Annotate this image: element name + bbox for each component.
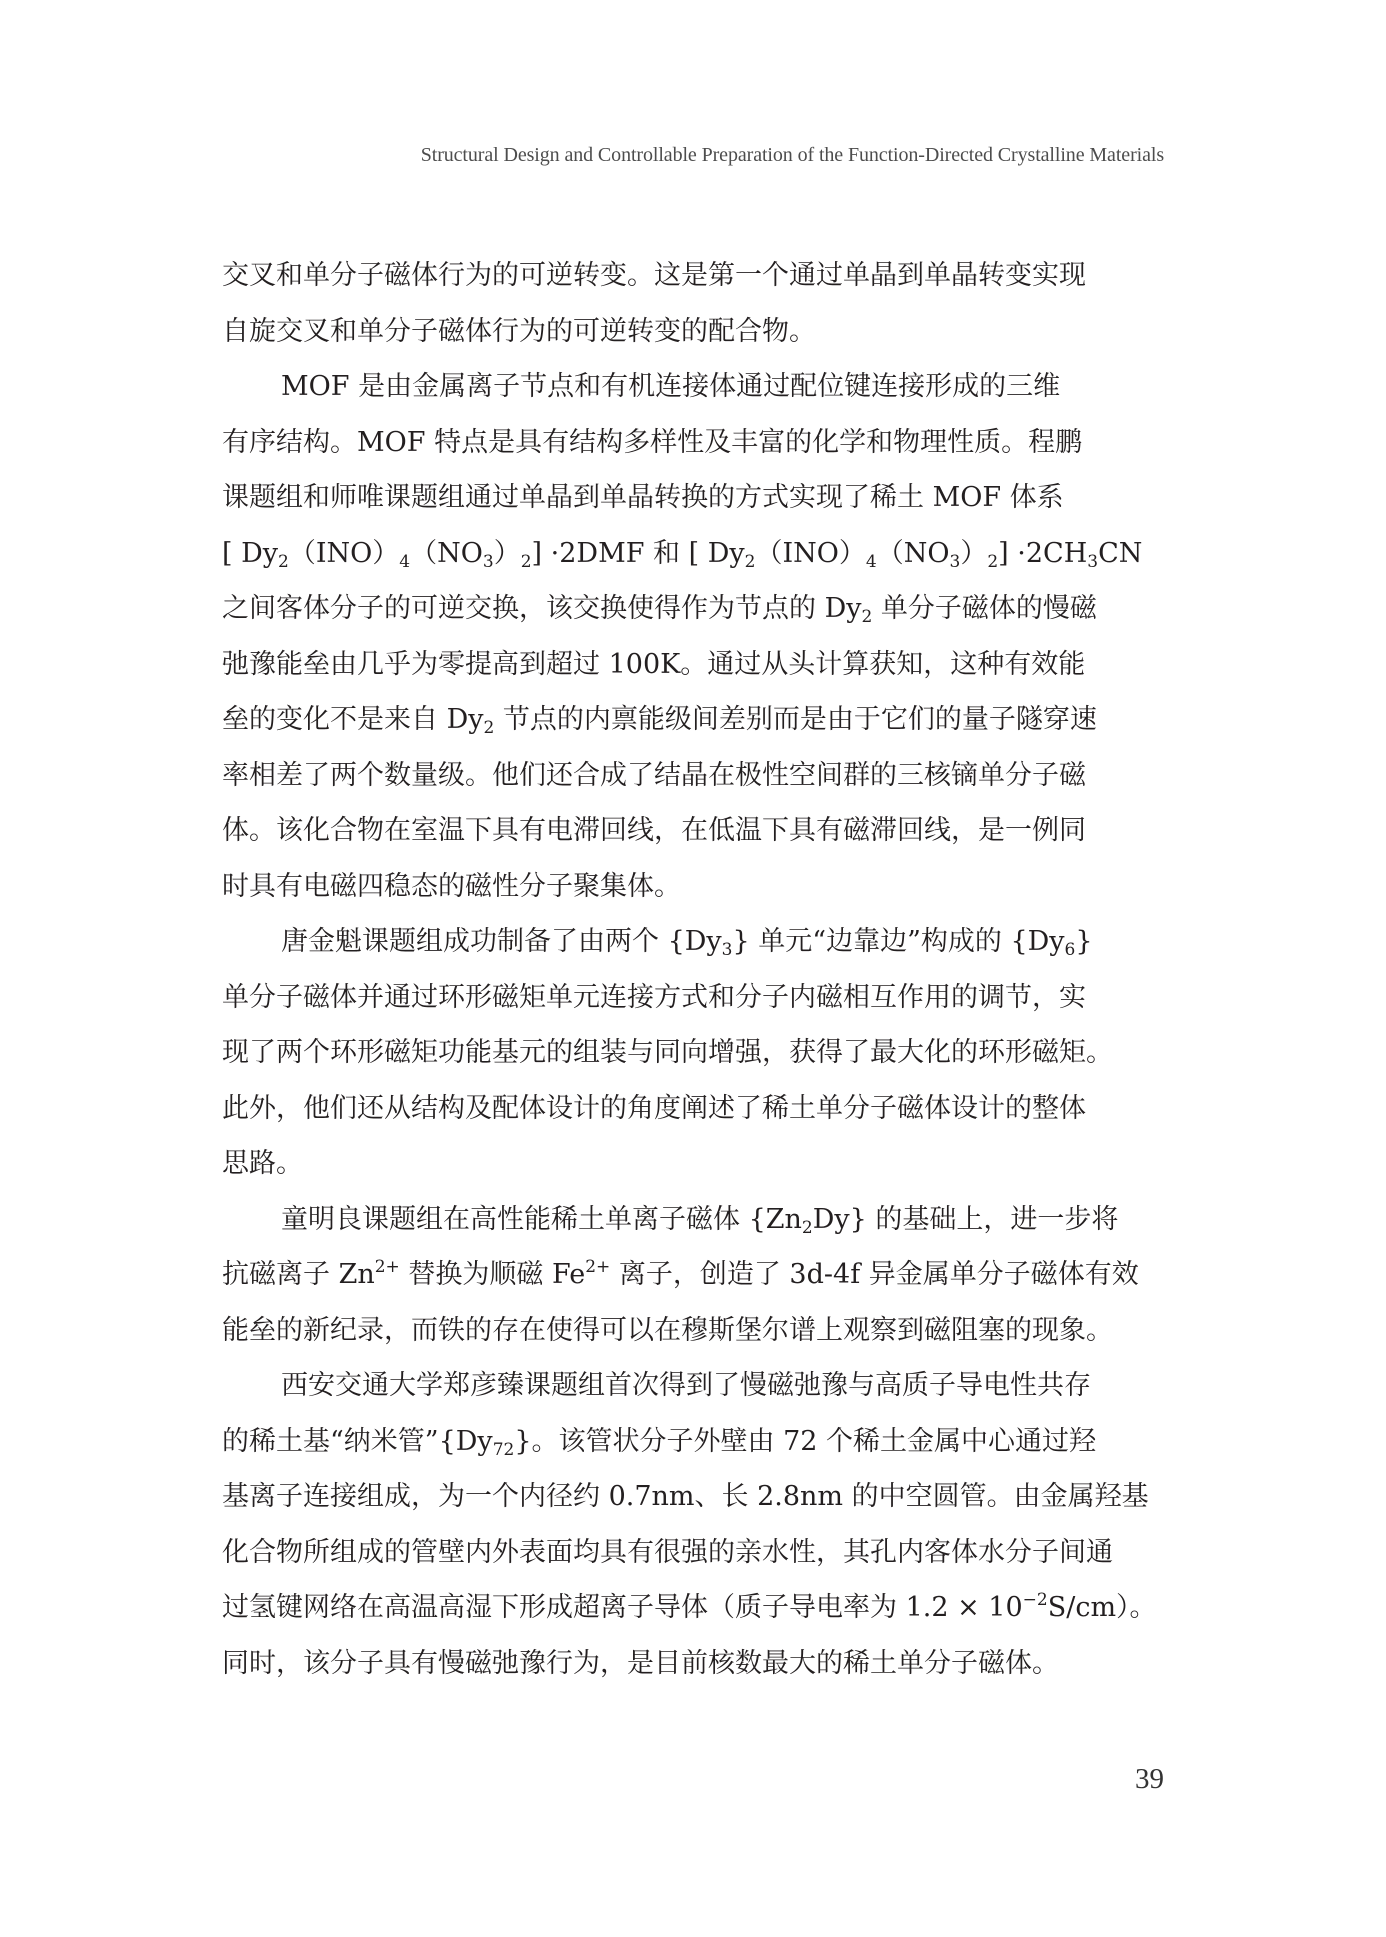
text-line: 之间客体分子的可逆交换，该交换使得作为节点的 $Dy_2$ 单分子磁体的慢磁 — [222, 593, 1097, 627]
text-line: 童明良课题组在高性能稀土单离子磁体 $\{Zn_2Dy\}$ 的基础上，进一步将 — [281, 1203, 1119, 1238]
chemical-formula-line — [222, 537, 1143, 572]
text-line: 西安交通大学郑彦臻课题组首次得到了慢磁弛豫与高质子导电性共存 — [281, 1370, 1091, 1401]
paragraph-1 — [222, 248, 1165, 359]
running-header: Structural Design and Controllable Preparation of the Function-Directed Crystalline Materials — [420, 144, 1164, 166]
text-line: 现了两个环形磁矩功能基元的组装与同向增强，获得了最大化的环形磁矩。 — [222, 1037, 1113, 1068]
paragraph-4 — [222, 1192, 1165, 1359]
text-line: 基离子连接组成，为一个内径约 0.7nm、长 2.8nm 的中空圆管。由金属羟基 — [222, 1481, 1149, 1512]
text-line: 思路。 — [222, 1148, 303, 1179]
text-line: 化合物所组成的管壁内外表面均具有很强的亲水性，其孔内客体水分子间通 — [222, 1536, 1113, 1568]
conjunction: 和 — [644, 537, 689, 569]
page-number: 39 — [1135, 1763, 1164, 1795]
text-line: 能垒的新纪录，而铁的存在使得可以在穆斯堡尔谱上观察到磁阻塞的现象。 — [222, 1314, 1113, 1346]
text-line: 课题组和师唯课题组通过单晶到单晶转换的方式实现了稀土 MOF 体系 — [222, 482, 1064, 513]
text-line: 抗磁离子 $Zn^{2+}$ 替换为顺磁 $Fe^{2+}$ 离子，创造了 3d-4f 异金属单分子磁体有效 — [222, 1257, 1139, 1290]
text-line: 体。该化合物在室温下具有电滞回线，在低温下具有磁滞回线，是一例同 — [222, 815, 1086, 846]
text-line: 弛豫能垒由几乎为零提高到超过 100K。通过从头计算获知，这种有效能 — [222, 648, 1086, 680]
text-line: 自旋交叉和单分子磁体行为的可逆转变的配合物。 — [222, 315, 816, 347]
formula-dmf: [ $Dy_2(INO)_4(NO_3)_2] \cdot 2DMF$ — [222, 537, 645, 572]
text-line: 时具有电磁四稳态的磁性分子聚集体。 — [222, 870, 681, 902]
text-line: 过氢键网络在高温高湿下形成超离子导体（质子导电率为 $1.2 \times 10^{-2}S/cm$）。 — [222, 1590, 1157, 1623]
paragraph-2 — [222, 359, 1165, 914]
body-text — [222, 248, 1165, 1691]
text-line: 垒的变化不是来自 $Dy_2$ 节点的内禀能级间差别而是由于它们的量子隧穿速 — [222, 704, 1097, 738]
text-line: 同时，该分子具有慢磁弛豫行为，是目前核数最大的稀土单分子磁体。 — [222, 1647, 1059, 1679]
text-line: 交叉和单分子磁体行为的可逆转变。这是第一个通过单晶到单晶转变实现 — [222, 260, 1086, 291]
text-line: 有序结构。MOF 特点是具有结构多样性及丰富的化学和物理性质。程鹏 — [222, 426, 1083, 458]
text-line: 的稀土基“纳米管$”\{Dy_{72}\}$。该管状分子外壁由 72 个稀土金属中心通过羟 — [222, 1425, 1097, 1460]
text-line: 唐金魁课题组成功制备了由两个 $\{Dy_3\}$ 单元“边靠边”构成的 $\{Dy_6\}$ — [281, 926, 1093, 960]
paragraph-3 — [222, 914, 1165, 1192]
formula-acetonitrile: [ $Dy_2(INO)_4(NO_3)_2] \cdot 2CH_3CN$ — [688, 537, 1143, 572]
text-line: 率相差了两个数量级。他们还合成了结晶在极性空间群的三核镝单分子磁 — [222, 759, 1086, 791]
text-line: 此外，他们还从结构及配体设计的角度阐述了稀土单分子磁体设计的整体 — [222, 1092, 1086, 1124]
text-line: MOF 是由金属离子节点和有机连接体通过配位键连接形成的三维 — [281, 371, 1061, 402]
paragraph-5 — [222, 1358, 1165, 1691]
text-line: 单分子磁体并通过环形磁矩单元连接方式和分子内磁相互作用的调节，实 — [222, 981, 1086, 1013]
